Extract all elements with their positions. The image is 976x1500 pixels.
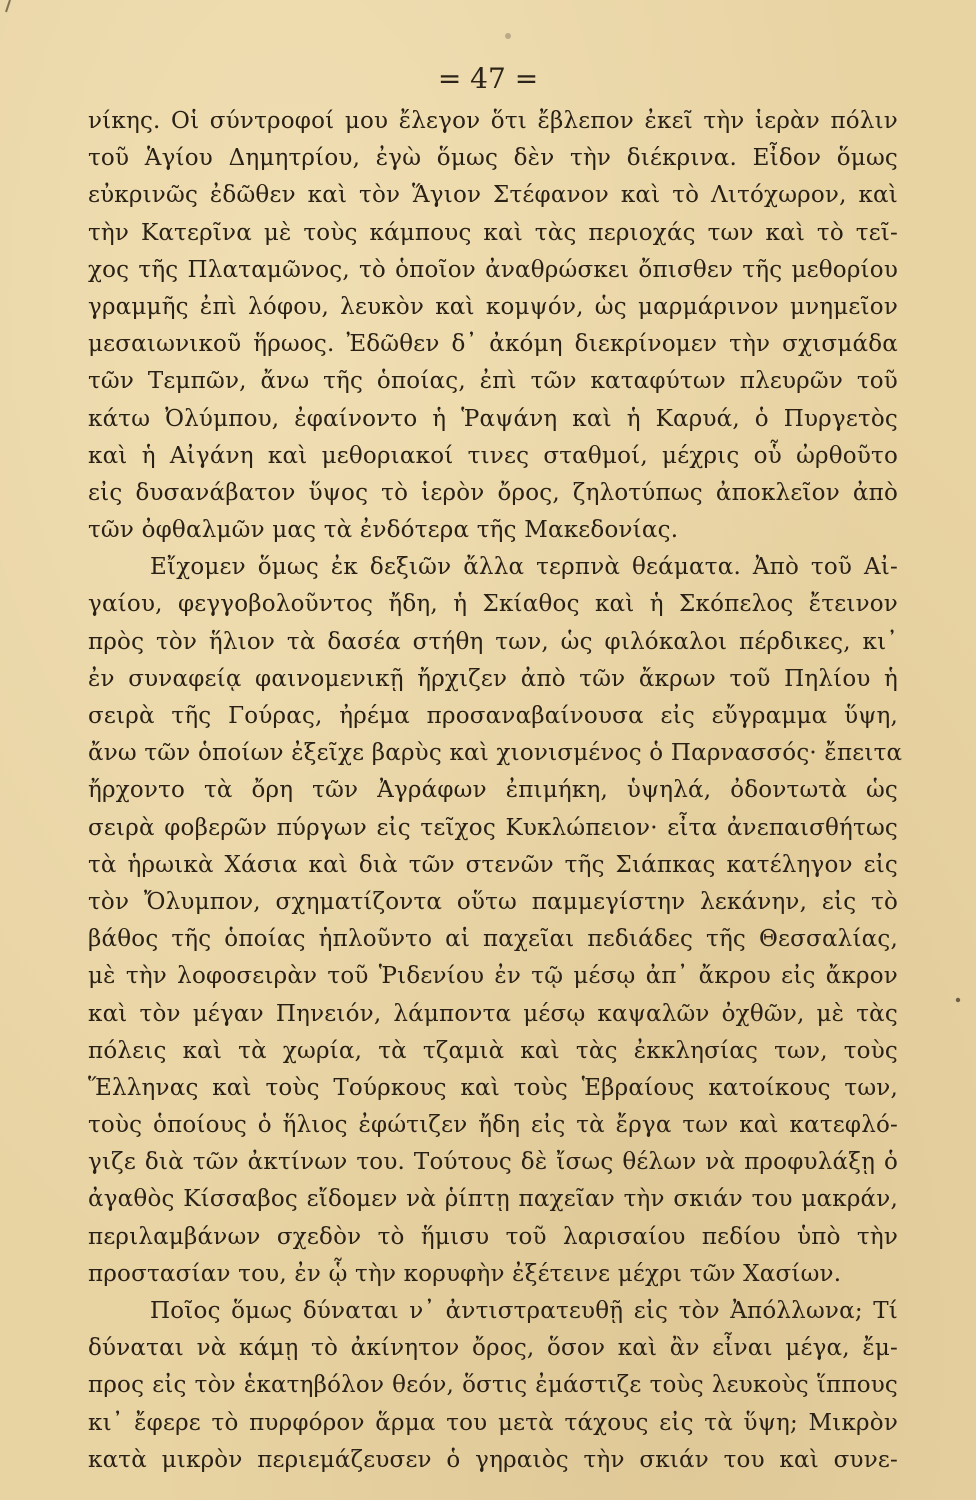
text-line: τῶν Τεμπῶν, ἄνω τῆς ὁποίας, ἐπὶ τῶν καταφύτων πλευρῶν τοῦ [88,368,898,395]
page-number: = 47 = [437,62,539,95]
text-line: εἰς δυσανάβατον ὕψος τὸ ἱερὸν ὄρος, ζηλοτύπως ἀποκλεῖον ἀπὸ [88,479,898,506]
text-line: κατὰ μικρὸν περιεμάζευσεν ὁ γηραιὸς τὴν σκιάν του καὶ συνε- [88,1446,898,1473]
text-line: μεσαιωνικοῦ ἥρωος. Ἐδῶθεν δ᾽ ἀκόμη διεκρίνομεν τὴν σχισμάδα [88,331,898,358]
text-line: τῶν ὀφθαλμῶν μας τὰ ἐνδότερα τῆς Μακεδονίας. [88,517,679,544]
text-line: ἐν συναφείᾳ φαινομενικῇ ἤρχιζεν ἀπὸ τῶν ἄκρων τοῦ Πηλίου ἡ [88,665,898,692]
text-line: προς εἰς τὸν ἑκατηβόλον θεόν, ὅστις ἐμάστιζε τοὺς λευκοὺς ἵππους [88,1372,898,1399]
text-line: εὐκρινῶς ἐδῶθεν καὶ τὸν Ἅγιον Στέφανον καὶ τὸ Λιτόχωρον, καὶ [88,182,898,209]
text-line: τοῦ Ἁγίου Δημητρίου, ἐγὼ ὅμως δὲν τὴν διέκρινα. Εἶδον ὅμως [88,145,898,172]
text-line: γραμμῆς ἐπὶ λόφου, λευκὸν καὶ κομψόν, ὡς μαρμάρινον μνημεῖον [88,293,898,320]
text-line: ἀγαθὸς Κίσσαβος εἴδομεν νὰ ῥίπτῃ παχεῖαν τὴν σκιάν του μακράν, [88,1186,898,1213]
text-line: τὸν Ὄλυμπον, σχηματίζοντα οὕτω παμμεγίστην λεκάνην, εἰς τὸ [88,888,898,915]
text-line: ἤρχοντο τὰ ὄρη τῶν Ἀγράφων ἐπιμήκη, ὑψηλά, ὀδοντωτὰ ὡς [88,777,898,804]
text-line: πόλεις καὶ τὰ χωρία, τὰ τζαμιὰ καὶ τὰς ἐκκλησίας των, τοὺς [88,1037,898,1064]
text-line: κι᾽ ἔφερε τὸ πυρφόρον ἅρμα του μετὰ τάχους εἰς τὰ ὕψη; Μικρὸν [88,1409,898,1436]
text-line: βάθος τῆς ὁποίας ἡπλοῦντο αἱ παχεῖαι πεδιάδες τῆς Θεσσαλίας, [88,926,898,953]
text-line: προστασίαν του, ἐν ᾧ τὴν κορυφὴν ἐξέτεινε μέχρι τῶν Χασίων. [88,1260,842,1287]
text-line: νίκης. Οἱ σύντροφοί μου ἔλεγον ὅτι ἔβλεπον ἐκεῖ τὴν ἱερὰν πόλιν [88,108,898,134]
text-line: πρὸς τὸν ἥλιον τὰ δασέα στήθη των, ὡς φιλόκαλοι πέρδικες, κι᾽ [88,628,898,655]
text-line: τὰ ἡρωικὰ Χάσια καὶ διὰ τῶν στενῶν τῆς Σιάπκας κατέληγον εἰς [88,851,898,878]
text-line: Ποῖος ὅμως δύναται ν᾽ ἀντιστρατευθῇ εἰς τὸν Ἀπόλλωνα; Τί [150,1298,898,1324]
text-line: Εἴχομεν ὅμως ἐκ δεξιῶν ἄλλα τερπνὰ θεάματα. Ἀπὸ τοῦ Αἰ- [150,554,898,581]
text-line: χος τῆς Πλαταμῶνος, τὸ ὁποῖον ἀναθρώσκει ὄπισθεν τῆς μεθορίου [88,256,898,283]
text-line: σειρὰ τῆς Γούρας, ἠρέμα προσαναβαίνουσα εἰς εὔγραμμα ὕψη, [88,703,898,729]
body-text [88,103,903,1479]
text-line: ἄνω τῶν ὁποίων ἐξεῖχε βαρὺς καὶ χιονισμένος ὁ Παρνασσός· ἔπειτα [88,740,903,767]
text-line: καὶ τὸν μέγαν Πηνειόν, λάμποντα μέσῳ καψαλῶν ὀχθῶν, μὲ τὰς [88,1000,898,1027]
text-line: περιλαμβάνων σχεδὸν τὸ ἥμισυ τοῦ λαρισαίου πεδίου ὑπὸ τὴν [88,1223,898,1250]
text-line: τοὺς ὁποίους ὁ ἥλιος ἐφώτιζεν ἤδη εἰς τὰ ἔργα των καὶ κατεφλό- [88,1112,898,1139]
text-line: γιζε διὰ τῶν ἀκτίνων του. Τούτους δὲ ἴσως θέλων νὰ προφυλάξῃ ὁ [88,1149,898,1176]
text-line: μὲ τὴν λοφοσειρὰν τοῦ Ῥιδενίου ἐν τῷ μέσῳ ἀπ᾽ ἄκρου εἰς ἄκρον [88,963,898,990]
text-line: Ἕλληνας καὶ τοὺς Τούρκους καὶ τοὺς Ἑβραίους κατοίκους των, [88,1074,898,1101]
text-line: δύναται νὰ κάμῃ τὸ ἀκίνητον ὄρος, ὅσον καὶ ἂν εἶναι μέγα, ἔμ- [88,1335,898,1362]
text-line: καὶ ἡ Αἰγάνη καὶ μεθοριακοί τινες σταθμοί, μέχρις οὗ ὠρθοῦτο [88,442,898,469]
text-line: σειρὰ φοβερῶν πύργων εἰς τεῖχος Κυκλώπειον· εἶτα ἀνεπαισθήτως [88,814,898,841]
text-line: τὴν Κατερῖνα μὲ τοὺς κάμπους καὶ τὰς περιοχάς των καὶ τὸ τεῖ- [88,219,898,246]
text-line: κάτω Ὀλύμπου, ἐφαίνοντο ἡ Ῥαψάνη καὶ ἡ Καρυά, ὁ Πυργετὸς [88,405,898,432]
text-line: γαίου, φεγγοβολοῦντος ἤδη, ἡ Σκίαθος καὶ ἡ Σκόπελος ἔτεινον [88,591,898,618]
